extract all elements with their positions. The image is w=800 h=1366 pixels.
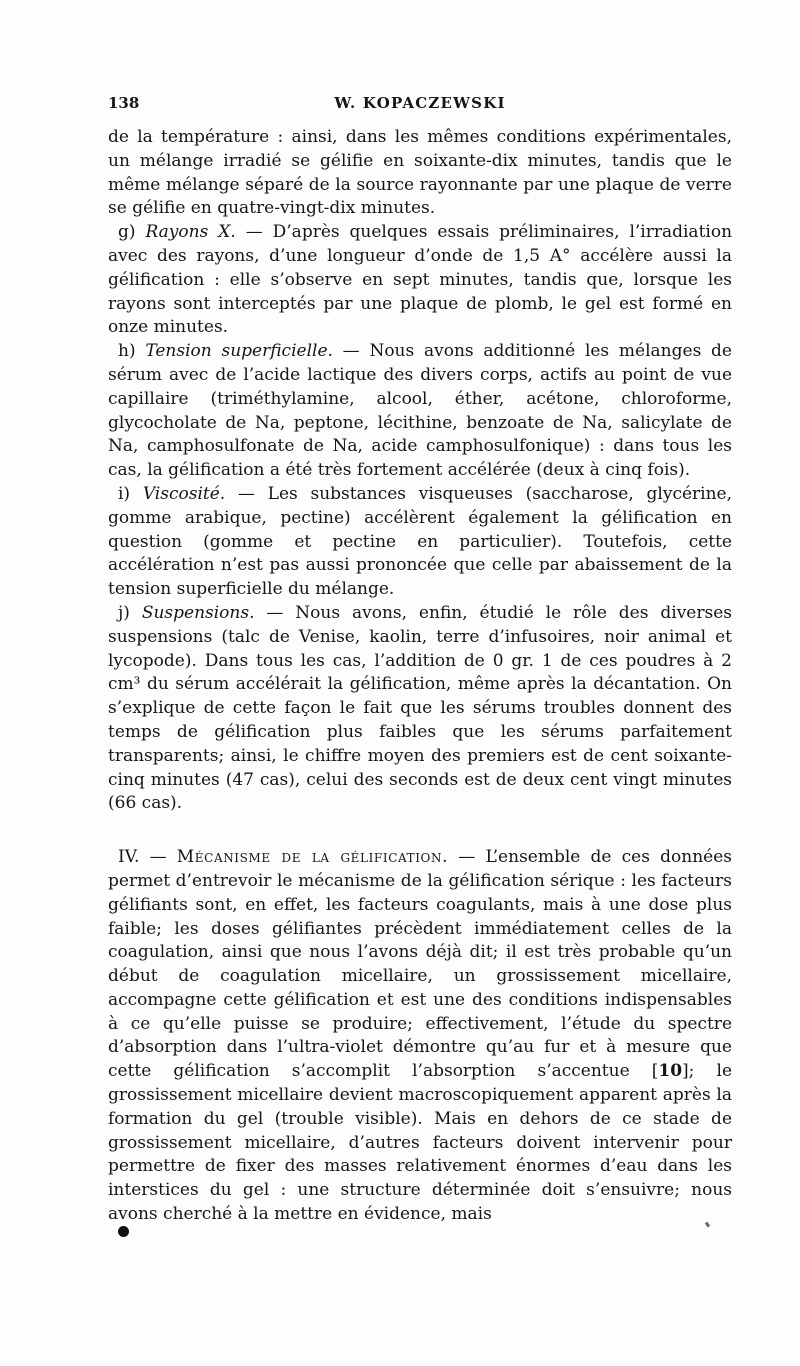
item-title: Suspensions.	[141, 602, 255, 623]
paragraph-text: ]; le grossissement micellaire devient macroscopiquement apparent après la formation du gel (trouble visible). Mais en dehors de ce stade de grossissement micellaire, d’autres facteurs doivent intervenir pour permettre de fixer des masses relativement énormes d’eau dans les interstices du gel : une structure déterminée doit s’ensuivre; nous avons cherché à la mettre en évidence, mais	[108, 1061, 733, 1225]
page-number: 138	[108, 94, 140, 112]
section-label: IV. —	[118, 847, 177, 868]
item-label: g)	[118, 222, 146, 243]
paragraph-text: — L’ensemble de ces données permet d’entrevoir le mécanisme de la gélification sérique : les facteurs gélifiants sont, en effet, les facteurs coagulants, mais à une dose plus faible; les doses gélifiantes précèdent immédiatement celles de la coagulation, ainsi que nous l’avons déjà dit; il est très probable qu’un début de coagulation micellaire, un grossissement micellaire, accompagne cette gélification et est une des conditions indispensables à ce qu’elle puisse se produire; effectivement, l’étude du spectre d’absorption dans l’ultra-violet démontre qu’au fur et à mesure que cette gélification s’accomplit l’absorption s’accentue [	[108, 847, 732, 1082]
paragraph-text: — Nous avons, enfin, étudié le rôle des diverses suspensions (talc de Venise, kaolin, terre d’infusoires, noir animal et lycopode). Dans tous les cas, l’addition de 0 gr. 1 de ces poudres à 2 cm³ du sérum accélérait la gélification, même après la décantation. On s’explique de cette façon le fait que les sérums troubles donnent des temps de gélification plus faibles que les sérums parfaitement transparents; ainsi, le chiffre moyen des premiers est de cent soixante-cinq minutes (47 cas), celui des seconds est de deux cent vingt minutes (66 cas).	[108, 602, 732, 814]
paragraph-tension-superficielle	[108, 340, 732, 483]
body-text	[108, 126, 732, 1227]
paragraph-text: — D’après quelques essais préliminaires, l’irradiation avec des rayons, d’une longueur d’onde de 1,5 A° accélère aussi la gélification : elle s’observe en sept minutes, tandis que, lorsque les rayons sont interceptés par une plaque de plomb, le gel est formé en onze minutes.	[108, 222, 733, 338]
paragraph-section-iv	[108, 846, 732, 1227]
paragraph-suspensions	[108, 602, 732, 816]
paragraph-viscosite	[108, 483, 732, 602]
ink-blot	[118, 1226, 129, 1237]
item-title: Viscosité.	[142, 483, 226, 504]
paragraph-rayons-x	[108, 221, 732, 340]
paragraph-text: de la température : ainsi, dans les mêmes conditions expérimentales, un mélange irradié se gélifie en soixante-dix minutes, tandis que le même mélange séparé de la source rayonnante par une plaque de verre se gélifie en quatre-vingt-dix minutes.	[108, 127, 732, 219]
paragraph-continuation	[108, 126, 732, 221]
paragraph-text: — Les substances visqueuses (saccharose, glycérine, gomme arabique, pectine) accélèrent également la gélification en question (gomme et pectine en particulier). Toutefois, cette accélération n’est pas aussi prononcée que celle par abaissement de la tension superficielle du mélange.	[108, 483, 732, 600]
item-title: Rayons X.	[145, 222, 236, 243]
paragraph-text: — Nous avons additionné les mélanges de sérum avec de l’acide lactique des divers corps, actifs au point de vue capillaire (triméthylamine, alcool, éther, acétone, chloroforme, glycocholate de Na, peptone, lécithine, benzoate de Na, salicylate de Na, camphosulfonate de Na, acide camphosulfonique) : dans tous les cas, la gélification a été très fortement accélérée (deux à cinq fois).	[108, 341, 732, 481]
citation-reference: 10	[658, 1061, 683, 1082]
page-header	[108, 94, 732, 118]
item-label: i)	[118, 483, 143, 504]
section-gap	[108, 816, 732, 846]
item-label: h)	[118, 341, 146, 362]
item-title: Tension superficielle.	[145, 341, 333, 362]
item-label: j)	[118, 602, 142, 623]
running-head: W. KOPACZEWSKI	[334, 94, 506, 112]
section-title: Mécanisme de la gélification.	[176, 847, 449, 868]
